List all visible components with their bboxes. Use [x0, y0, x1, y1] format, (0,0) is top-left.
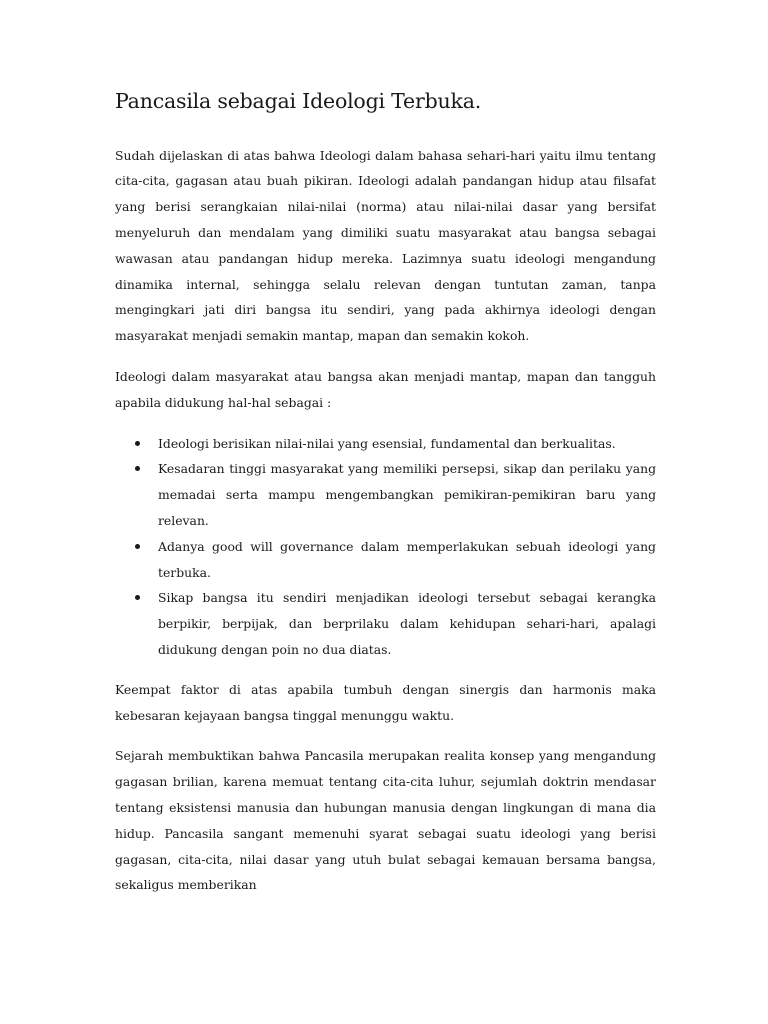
list-item-text: Sikap bangsa itu sendiri menjadikan ideologi tersebut sebagai kerangka berpikir, berpijak, dan berprilaku dalam kehidupan sehari-hari, apalagi didukung dengan poin no dua diatas. — [158, 590, 656, 657]
list-item-text: Adanya good will governance dalam memperlakukan sebuah ideologi yang terbuka. — [158, 538, 656, 580]
bullet-list — [115, 431, 656, 663]
list-item — [115, 534, 656, 586]
bullet-icon — [135, 466, 140, 471]
list-item-text: Ideologi berisikan nilai-nilai yang esensial, fundamental dan berkualitas. — [158, 435, 616, 451]
document-title: Pancasila sebagai Ideologi Terbuka. — [115, 89, 482, 113]
document-page — [115, 88, 656, 913]
paragraph-sejarah: Sejarah membuktikan bahwa Pancasila merupakan realita konsep yang mengandung gagasan brilian, karena memuat tentang cita-cita luhur, sejumlah doktrin mendasar tentang eksistensi manusia dan hubungan manusia dengan lingkungan di mana dia hidup. Pancasila sangant memenuhi syarat sebagai suatu ideologi yang berisi gagasan, cita-cita, nilai dasar yang utuh bulat sebagai kemauan bersama bangsa, sekaligus memberikan — [115, 748, 656, 893]
list-item-text: Kesadaran tinggi masyarakat yang memiliki persepsi, sikap dan perilaku yang memadai serta mampu mengembangkan pemikiran-pemikiran baru yang relevan. — [158, 461, 656, 528]
paragraph-ideologi-support: Ideologi dalam masyarakat atau bangsa akan menjadi mantap, mapan dan tangguh apabila didukung hal-hal sebagai : — [115, 369, 656, 410]
list-item — [115, 585, 656, 662]
paragraph-ideologi-definition: Sudah dijelaskan di atas bahwa Ideologi dalam bahasa sehari-hari yaitu ilmu tentang cita-cita, gagasan atau buah pikiran. Ideologi adalah pandangan hidup atau filsafat yang berisi serangkaian nilai-nilai (norma) atau nilai-nilai dasar yang bersifat menyeluruh dan mendalam yang dimiliki suatu masyarakat atau bangsa sebagai wawasan atau pandangan hidup mereka. Lazimnya suatu ideologi mengandung dinamika internal, sehingga selalu relevan dengan tuntutan zaman, tanpa mengingkari jati diri bangsa itu sendiri, yang pada akhirnya ideologi dengan masyarakat menjadi semakin mantap, mapan dan semakin kokoh. — [115, 147, 656, 344]
list-item — [115, 431, 656, 457]
bullet-icon — [135, 544, 140, 549]
bullet-icon — [135, 595, 140, 600]
list-item — [115, 456, 656, 533]
paragraph-keempat-faktor: Keempat faktor di atas apabila tumbuh dengan sinergis dan harmonis maka kebesaran kejayaan bangsa tinggal menunggu waktu. — [115, 681, 656, 723]
bullet-icon — [135, 441, 140, 446]
